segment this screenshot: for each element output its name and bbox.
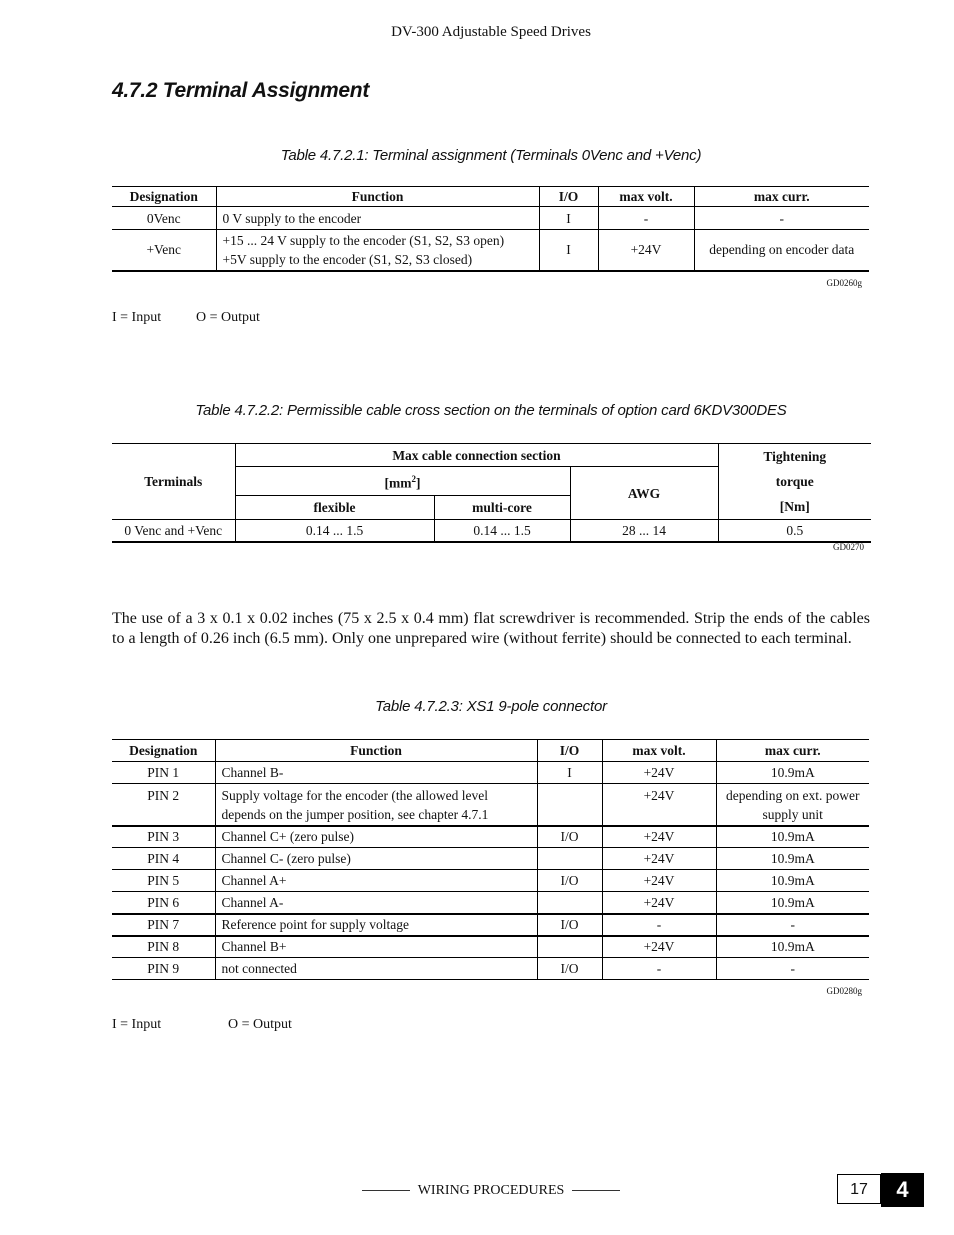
table-row	[112, 848, 869, 870]
curr-cell: 10.9mA	[770, 894, 815, 910]
io-cell	[537, 892, 602, 914]
running-header: DV-300 Adjustable Speed Drives	[391, 24, 591, 40]
function-cell: Reference point for supply voltage	[215, 914, 537, 936]
max-section-header: Max cable connection section	[235, 444, 718, 467]
function-line: +5V supply to the encoder (S1, S2, S3 closed)	[222, 251, 473, 267]
io-cell: I/O	[537, 958, 602, 980]
io-legend	[112, 1017, 412, 1035]
torque-line: [Nm]	[779, 499, 810, 514]
legend-output: O = Output	[196, 310, 260, 325]
table-row	[112, 870, 869, 892]
curr-cell: 10.9mA	[770, 765, 815, 780]
column-header: I/O	[537, 740, 602, 762]
volt-cell: +24V	[598, 230, 694, 271]
footer-rule	[362, 1190, 410, 1191]
pin-cell: PIN 7	[112, 914, 215, 936]
curr-line: supply unit	[762, 807, 823, 822]
mm2-exponent: 2	[411, 473, 416, 484]
curr-cell: -	[779, 210, 784, 226]
curr-cell: 10.9mA	[770, 851, 815, 866]
cable-cross-section-table	[112, 443, 871, 543]
chapter-tab: 4	[881, 1173, 924, 1207]
curr-line: depending on ext. power	[726, 788, 860, 803]
legend-input: I = Input	[112, 1017, 162, 1032]
table-row	[112, 892, 869, 914]
flexible-cell: 0.14 ... 1.5	[235, 520, 434, 542]
table2-caption: Table 4.7.2.2: Permissible cable cross section on the terminals of option card 6KDV300DES	[195, 402, 787, 419]
table-row	[112, 784, 869, 826]
curr-cell: 10.9mA	[770, 829, 815, 845]
io-cell: I/O	[537, 870, 602, 892]
torque-line: Tightening	[763, 449, 827, 464]
function-line: depends on the jumper position, see chapter 4.7.1	[221, 807, 489, 822]
pin-cell: PIN 5	[112, 870, 215, 892]
table-row	[112, 936, 869, 958]
volt-cell: +24V	[602, 784, 716, 826]
table-row	[112, 958, 869, 980]
table-row	[112, 762, 869, 784]
column-header: I/O	[539, 187, 598, 207]
volt-cell: +24V	[602, 826, 716, 848]
curr-cell: 10.9mA	[770, 873, 815, 888]
column-header: Designation	[112, 187, 216, 207]
curr-cell: depending on encoder data	[709, 242, 855, 258]
volt-cell: +24V	[602, 870, 716, 892]
io-cell: I/O	[537, 914, 602, 936]
column-header: max volt.	[598, 187, 694, 207]
torque-line: torque	[775, 474, 814, 489]
table-row	[112, 914, 869, 936]
terminals-cell: 0 Venc and +Venc	[112, 520, 235, 542]
table1-caption: Table 4.7.2.1: Terminal assignment (Terminals 0Venc and +Venc)	[280, 147, 702, 164]
page-number: 17	[837, 1174, 881, 1204]
awg-header: AWG	[570, 467, 718, 520]
xs1-connector-table	[112, 739, 869, 980]
column-header: max curr.	[764, 743, 821, 758]
multicore-cell: 0.14 ... 1.5	[434, 520, 570, 542]
terminal-assignment-table	[112, 186, 869, 272]
function-line: +15 ... 24 V supply to the encoder (S1, S2, S3 open)	[222, 232, 505, 248]
function-cell: Channel B-	[215, 762, 537, 784]
function-cell	[216, 230, 539, 271]
volt-cell: -	[598, 207, 694, 230]
table-header-row	[112, 187, 869, 207]
pin-cell: PIN 6	[112, 892, 215, 914]
volt-cell: +24V	[602, 936, 716, 958]
pin-cell: PIN 8	[112, 936, 215, 958]
mm2-header	[235, 467, 570, 496]
curr-cell	[716, 784, 869, 826]
pin-cell: PIN 3	[112, 826, 215, 848]
legend-input: I = Input	[112, 310, 162, 325]
legend-output: O = Output	[228, 1017, 292, 1032]
io-cell	[537, 848, 602, 870]
figure-code: GD0260g	[826, 278, 862, 288]
table-header-row	[112, 740, 869, 762]
flexible-header: flexible	[235, 496, 434, 520]
volt-cell: +24V	[602, 762, 716, 784]
terminals-header: Terminals	[112, 444, 235, 520]
io-legend	[112, 310, 412, 328]
column-header: max volt.	[602, 740, 716, 762]
footer-rule	[572, 1190, 620, 1191]
table-row	[112, 520, 871, 542]
awg-cell: 28 ... 14	[570, 520, 718, 542]
pin-cell: PIN 9	[112, 958, 215, 980]
volt-cell: -	[602, 958, 716, 980]
function-line: Supply voltage for the encoder (the allowed level	[221, 788, 489, 803]
pin-cell: PIN 2	[112, 784, 215, 826]
table-row	[112, 230, 869, 271]
figure-code: GD0280g	[826, 986, 862, 996]
function-cell: Channel C- (zero pulse)	[215, 848, 537, 870]
column-header: Function	[216, 187, 539, 207]
function-cell	[215, 784, 537, 826]
table-row	[112, 826, 869, 848]
multicore-header: multi-core	[434, 496, 570, 520]
curr-cell: -	[790, 917, 795, 932]
table3-caption: Table 4.7.2.3: XS1 9-pole connector	[375, 698, 607, 715]
column-header: Designation	[112, 740, 215, 762]
io-cell	[537, 936, 602, 958]
curr-cell: 10.9mA	[770, 939, 815, 955]
volt-cell: +24V	[602, 892, 716, 914]
curr-cell: -	[790, 961, 795, 976]
table-header-row	[112, 444, 871, 467]
function-cell: 0 V supply to the encoder	[216, 207, 539, 230]
io-cell: I	[537, 762, 602, 784]
function-cell: Channel A+	[215, 870, 537, 892]
pin-cell: PIN 1	[112, 762, 215, 784]
mm2-close: ]	[416, 475, 421, 491]
function-cell: Channel C+ (zero pulse)	[215, 826, 537, 848]
section-title: 4.7.2 Terminal Assignment	[112, 79, 370, 102]
table-row	[112, 207, 869, 230]
torque-header	[718, 444, 871, 520]
function-cell: not connected	[215, 958, 537, 980]
body-paragraph: The use of a 3 x 0.1 x 0.02 inches (75 x 2.5 x 0.4 mm) flat screwdriver is recommended. Strip the ends of the cables to a length of 0.26 inch (6.5 mm). Only one unprepared wire (without ferrite) should be connected to each terminal.	[112, 610, 870, 647]
volt-cell: -	[602, 914, 716, 936]
volt-cell: +24V	[602, 848, 716, 870]
designation-cell: +Venc	[112, 230, 216, 271]
page-footer	[0, 1183, 954, 1199]
pin-cell: PIN 4	[112, 848, 215, 870]
function-cell: Channel A-	[215, 892, 537, 914]
mm2-unit: [mm	[384, 475, 412, 491]
io-cell: I/O	[537, 826, 602, 848]
io-cell	[537, 784, 602, 826]
footer-label: WIRING PROCEDURES	[417, 1183, 565, 1198]
io-cell: I	[539, 230, 598, 271]
torque-cell: 0.5	[786, 522, 804, 538]
figure-code: GD0270	[833, 542, 864, 552]
column-header: max curr.	[753, 189, 810, 204]
io-cell: I	[539, 207, 598, 230]
column-header: Function	[215, 740, 537, 762]
designation-cell: 0Venc	[112, 207, 216, 230]
function-cell: Channel B+	[215, 936, 537, 958]
